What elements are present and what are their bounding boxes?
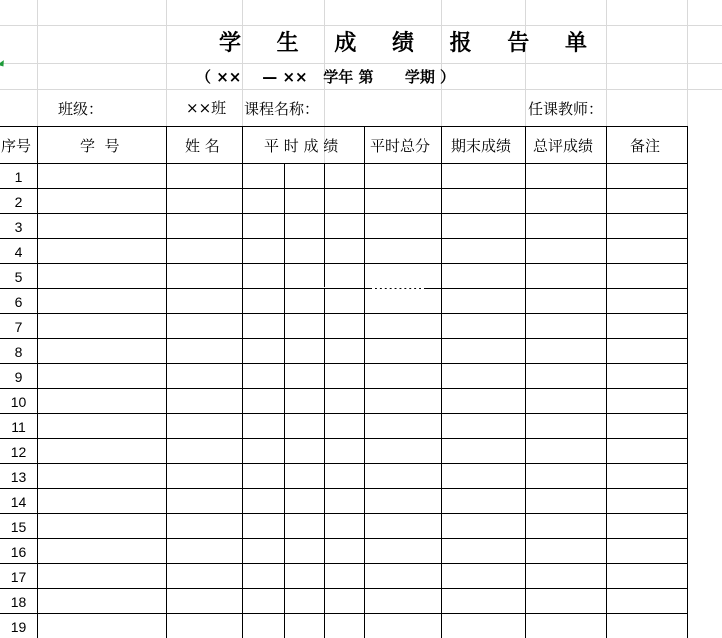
- table-border-row: [0, 438, 687, 439]
- table-border-column: [364, 126, 365, 638]
- table-border-column: [242, 126, 243, 638]
- row-number: 3: [14, 219, 23, 235]
- row-number: 19: [10, 619, 27, 635]
- table-border-row: [0, 263, 687, 264]
- table-border-row: [0, 563, 687, 564]
- course-label: 课程名称：: [244, 100, 320, 118]
- row-number: 1: [14, 169, 23, 185]
- table-border-row: [0, 363, 687, 364]
- table-border-row: [0, 413, 687, 414]
- table-border-row: [0, 513, 687, 514]
- row-number: 8: [14, 344, 23, 360]
- table-border-row: [0, 463, 687, 464]
- row-number: 10: [10, 394, 27, 410]
- row-number: 16: [10, 544, 27, 560]
- gridline-horizontal: [0, 25, 722, 26]
- row-number: 6: [14, 294, 23, 310]
- table-border-column: [606, 126, 607, 638]
- table-border-row: [0, 213, 687, 214]
- teacher-label: 任课教师：: [528, 100, 604, 118]
- gridline-horizontal: [0, 63, 722, 64]
- row-number: 4: [14, 244, 23, 260]
- table-border-column: [284, 163, 285, 638]
- table-border-row: [0, 613, 687, 614]
- table-border-column: [441, 126, 442, 638]
- table-border-row: [0, 313, 687, 314]
- header-student-id: 学 号: [80, 137, 120, 155]
- header-name: 姓 名: [185, 137, 220, 155]
- row-number: 14: [10, 494, 27, 510]
- report-title: 学 生 成 绩 报 告 单: [219, 30, 601, 56]
- header-regular-total: 平时总分: [370, 137, 431, 155]
- selection-marquee: [296, 287, 356, 289]
- row-number: 12: [10, 444, 27, 460]
- header-regular-score: 平 时 成 绩: [264, 137, 339, 155]
- table-border-column: [166, 126, 167, 638]
- header-final-score: 期末成绩: [451, 137, 512, 155]
- selection-marquee: [372, 288, 424, 290]
- table-border-row: [0, 238, 687, 239]
- cell-marker-icon: [0, 60, 7, 69]
- table-border-row: [0, 488, 687, 489]
- table-border-column: [687, 126, 688, 638]
- table-border-top: [0, 126, 687, 127]
- header-notes: 备注: [630, 137, 661, 155]
- gridline-horizontal: [0, 89, 722, 90]
- row-number: 15: [10, 519, 27, 535]
- table-border-row: [0, 388, 687, 389]
- row-number: 9: [14, 369, 23, 385]
- row-number: 2: [14, 194, 23, 210]
- table-border-row: [0, 588, 687, 589]
- header-overall-score: 总评成绩: [533, 137, 594, 155]
- table-border-column: [324, 163, 325, 638]
- report-subtitle: （ ×× — ×× 学年 第 学期 ）: [196, 68, 456, 86]
- row-number: 11: [11, 419, 26, 435]
- header-seq: 序号: [1, 137, 32, 155]
- row-number: 7: [14, 319, 23, 335]
- table-border-column: [37, 126, 38, 638]
- row-number: 13: [10, 469, 27, 485]
- table-border-column: [525, 126, 526, 638]
- class-label: 班级：: [58, 100, 104, 118]
- table-border-row: [0, 188, 687, 189]
- table-border-header: [0, 163, 687, 164]
- table-border-row: [0, 538, 687, 539]
- table-border-row: [0, 338, 687, 339]
- row-number: 17: [10, 569, 27, 585]
- class-value[interactable]: ××班: [186, 99, 227, 117]
- row-number: 5: [14, 269, 23, 285]
- row-number: 18: [10, 594, 27, 610]
